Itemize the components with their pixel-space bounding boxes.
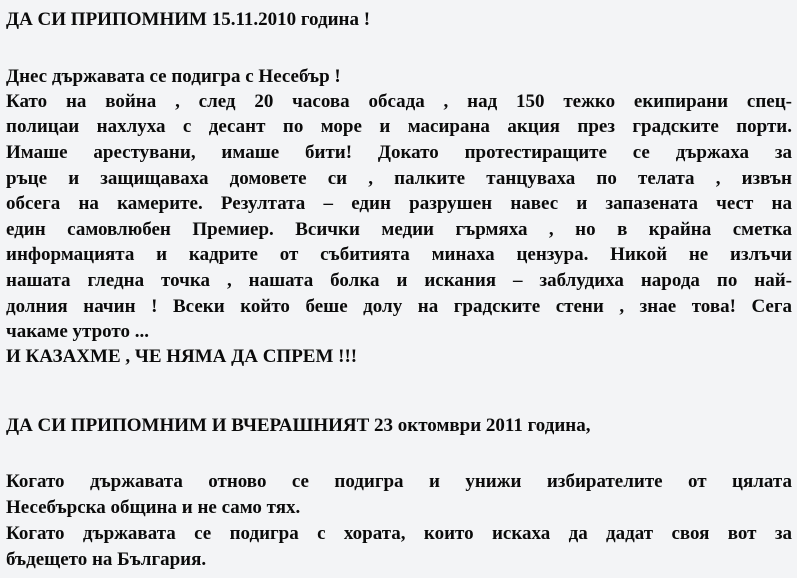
paragraph-closing: И КАЗАХМЕ , ЧЕ НЯМА ДА СПРЕМ !!! (6, 346, 358, 367)
paragraph-line: обсега на камерите. Резултата – един разрушен навес и запазената чест на (6, 193, 792, 214)
paragraph-line: долния начин ! Всеки който беше долу на градските стени , знае това! Сега (6, 296, 792, 317)
paragraph-line: Когато държавата се подигра с хората, които искаха да дадат своя вот за (6, 523, 792, 544)
paragraph-line: Несебърска община и не само тях. (6, 497, 301, 518)
heading-first-reminder: ДА СИ ПРИПОМНИМ 15.11.2010 година ! (6, 9, 371, 30)
paragraph-line: Като на война , след 20 часова обсада , над 150 тежко екипирани спец- (6, 91, 792, 112)
paragraph-line: информацията и кадрите от събитията минаха цензура. Никой не излъчи (6, 244, 792, 265)
paragraph-intro: Днес държавата се подигра с Несебър ! (6, 66, 341, 87)
paragraph-line: нашата гледна точка , нашата болка и искания – заблудиха народа по най- (6, 270, 792, 291)
paragraph-line: Имаше арестувани, имаше бити! Докато протестиращите се държаха за (6, 142, 792, 163)
paragraph-line: бъдещето на България. (6, 549, 207, 570)
heading-second-reminder: ДА СИ ПРИПОМНИМ И ВЧЕРАШНИЯТ 23 октомври 2011 година, (6, 415, 591, 436)
paragraph-line: полицаи нахлуха с десант по море и масирана акция през градските порти. (6, 116, 792, 137)
paragraph-line: един самовлюбен Премиер. Всички медии гърмяха , но в крайна сметка (6, 219, 792, 240)
paragraph-line: Когато държавата отново се подигра и унижи избирателите от цялата (6, 471, 792, 492)
paragraph-line: чакаме утрото ... (6, 321, 149, 342)
paragraph-line: ръце и защищаваха домовете си , палките танцуваха по телата , извън (6, 168, 792, 189)
